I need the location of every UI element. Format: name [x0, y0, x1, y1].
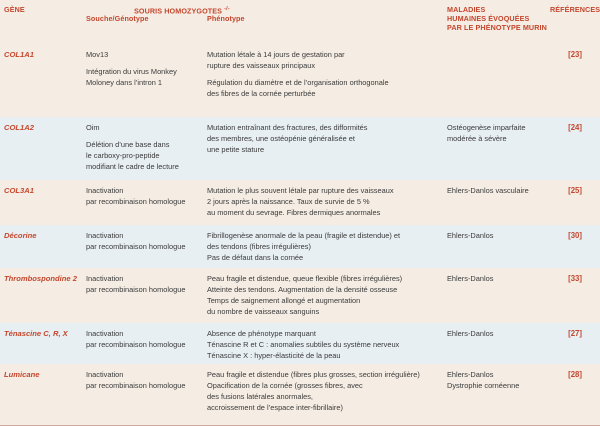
souche-line: Moloney dans l’intron 1 [86, 78, 163, 87]
souche-cell [86, 230, 202, 252]
gene-name: Lumicane [4, 370, 40, 379]
maladies-cell [447, 122, 537, 144]
table-row [0, 225, 600, 269]
table-header [0, 0, 600, 45]
header-maladies [447, 5, 547, 32]
reference-link[interactable]: [33] [568, 274, 582, 283]
gene-name: Thrombospondine 2 [4, 274, 77, 283]
maladies-cell [447, 230, 537, 241]
maladie-line: Ehlers-Danlos [447, 274, 494, 283]
souche-cell [86, 122, 202, 172]
phenotype-line: Régulation du diamètre et de l’organisation orthogonale [207, 78, 389, 87]
phenotype-line: Ténascine R et C : anomalies subtiles du système nerveux [207, 340, 400, 349]
phenotype-line: des fibres de la cornée perturbée [207, 89, 316, 98]
header-maladies-line: HUMAINES ÉVOQUÉES [447, 14, 530, 23]
souche-line: Inactivation [86, 231, 124, 240]
phenotype-cell [207, 185, 432, 218]
phenotype-line: une petite stature [207, 145, 265, 154]
gene-name: COL1A1 [4, 50, 34, 59]
reference-link[interactable]: [28] [568, 370, 582, 379]
souche-line: Mov13 [86, 50, 109, 59]
maladie-line: Ehlers-Danlos [447, 231, 494, 240]
maladies-cell [447, 369, 537, 391]
phenotype-line: 2 jours après la naissance. Taux de survie de 5 % [207, 197, 370, 206]
souche-line: par recombinaison homologue [86, 197, 186, 206]
phenotype-line: Temps de saignement allongé et augmentation [207, 296, 361, 305]
phenotype-line: Peau fragile et distendue (fibres plus grosses, section irrégulière) [207, 370, 420, 379]
phenotype-line: Atteinte des tendons. Augmentation de la densité osseuse [207, 285, 398, 294]
phenotype-line: Absence de phénotype marquant [207, 329, 316, 338]
gene-name: COL3A1 [4, 186, 34, 195]
phenotype-line: Ténascine X : hyper-élasticité de la peau [207, 351, 341, 360]
souche-line: Oim [86, 123, 100, 132]
gene-name: COL1A2 [4, 123, 34, 132]
phenotype-line: des tendons (fibres irrégulières) [207, 242, 311, 251]
table-row [0, 268, 600, 324]
table-row [0, 180, 600, 226]
souche-line: le carboxy-pro-peptide [86, 151, 160, 160]
phenotype-line: Fibrillogenèse anormale de la peau (fragile et distendue) et [207, 231, 401, 240]
souche-line: Inactivation [86, 186, 124, 195]
reference-link[interactable]: [25] [568, 186, 582, 195]
maladie-line: Ehlers-Danlos [447, 370, 494, 379]
souche-line: Délétion d’une base dans [86, 140, 170, 149]
table-row [0, 323, 600, 365]
souche-line: Inactivation [86, 370, 124, 379]
maladies-cell [447, 328, 537, 339]
phenotype-line: du nombre de vaisseaux sanguins [207, 307, 320, 316]
reference-link[interactable]: [27] [568, 329, 582, 338]
maladie-line: Dystrophie cornéenne [447, 381, 520, 390]
souche-cell [86, 369, 202, 391]
reference-link[interactable]: [30] [568, 231, 582, 240]
table-row [0, 364, 600, 426]
souche-line: par recombinaison homologue [86, 340, 186, 349]
table-row [0, 117, 600, 181]
phenotype-line: Opacification de la cornée (grosses fibres, avec [207, 381, 363, 390]
maladie-line: Ehlers-Danlos [447, 329, 494, 338]
header-gene: GÈNE [4, 5, 25, 14]
phenotype-cell [207, 230, 432, 263]
phenotype-line: accroissement de l’espace inter-fibrillaire) [207, 403, 343, 412]
phenotype-line: des fusions latérales anormales, [207, 392, 313, 401]
souche-line: modifiant le cadre de lecture [86, 162, 179, 171]
souche-cell [86, 185, 202, 207]
header-maladies-line: MALADIES [447, 5, 486, 14]
maladie-line: Ehlers-Danlos vasculaire [447, 186, 529, 195]
souche-cell [86, 49, 202, 88]
souche-line: Intégration du virus Monkey [86, 67, 177, 76]
maladies-cell [447, 185, 537, 196]
header-souris-sup: -/- [224, 6, 230, 12]
reference-link[interactable]: [24] [568, 123, 582, 132]
souche-line: par recombinaison homologue [86, 285, 186, 294]
souche-line: Inactivation [86, 274, 124, 283]
header-phenotype: Phénotype [207, 14, 245, 23]
phenotype-line: des membres, une ostéopénie généralisée et [207, 134, 355, 143]
header-maladies-line: PAR LE PHÉNOTYPE MURIN [447, 23, 547, 32]
phenotype-cell [207, 49, 432, 99]
maladies-cell [447, 273, 537, 284]
header-souris-label: SOURIS HOMOZYGOTES [134, 6, 223, 16]
phenotype-line: Pas de défaut dans la cornée [207, 253, 304, 262]
souche-cell [86, 273, 202, 295]
phenotype-line: Peau fragile et distendue, queue flexible (fibres irrégulières) [207, 274, 403, 283]
header-references: RÉFÉRENCES [550, 5, 600, 14]
souche-line: Inactivation [86, 329, 124, 338]
souche-cell [86, 328, 202, 350]
phenotype-line: Mutation létale à 14 jours de gestation par [207, 50, 345, 59]
souche-line: par recombinaison homologue [86, 242, 186, 251]
reference-link[interactable]: [23] [568, 50, 582, 59]
souche-line: par recombinaison homologue [86, 381, 186, 390]
phenotype-cell [207, 273, 432, 317]
table-row [0, 44, 600, 118]
phenotype-cell [207, 369, 432, 413]
gene-name: Décorine [4, 231, 37, 240]
maladie-line: modérée à sévère [447, 134, 507, 143]
phenotype-line: au moment du sevrage. Fibres dermiques anormales [207, 208, 381, 217]
phenotype-cell [207, 122, 432, 155]
header-souche: Souche/Génotype [86, 14, 149, 23]
phenotype-line: rupture des vaisseaux principaux [207, 61, 316, 70]
phenotype-line: Mutation le plus souvent létale par rupture des vaisseaux [207, 186, 394, 195]
gene-name: Ténascine C, R, X [4, 329, 68, 338]
maladie-line: Ostéogenèse imparfaite [447, 123, 526, 132]
phenotype-cell [207, 328, 432, 361]
phenotype-line: Mutation entraînant des fractures, des difformités [207, 123, 368, 132]
